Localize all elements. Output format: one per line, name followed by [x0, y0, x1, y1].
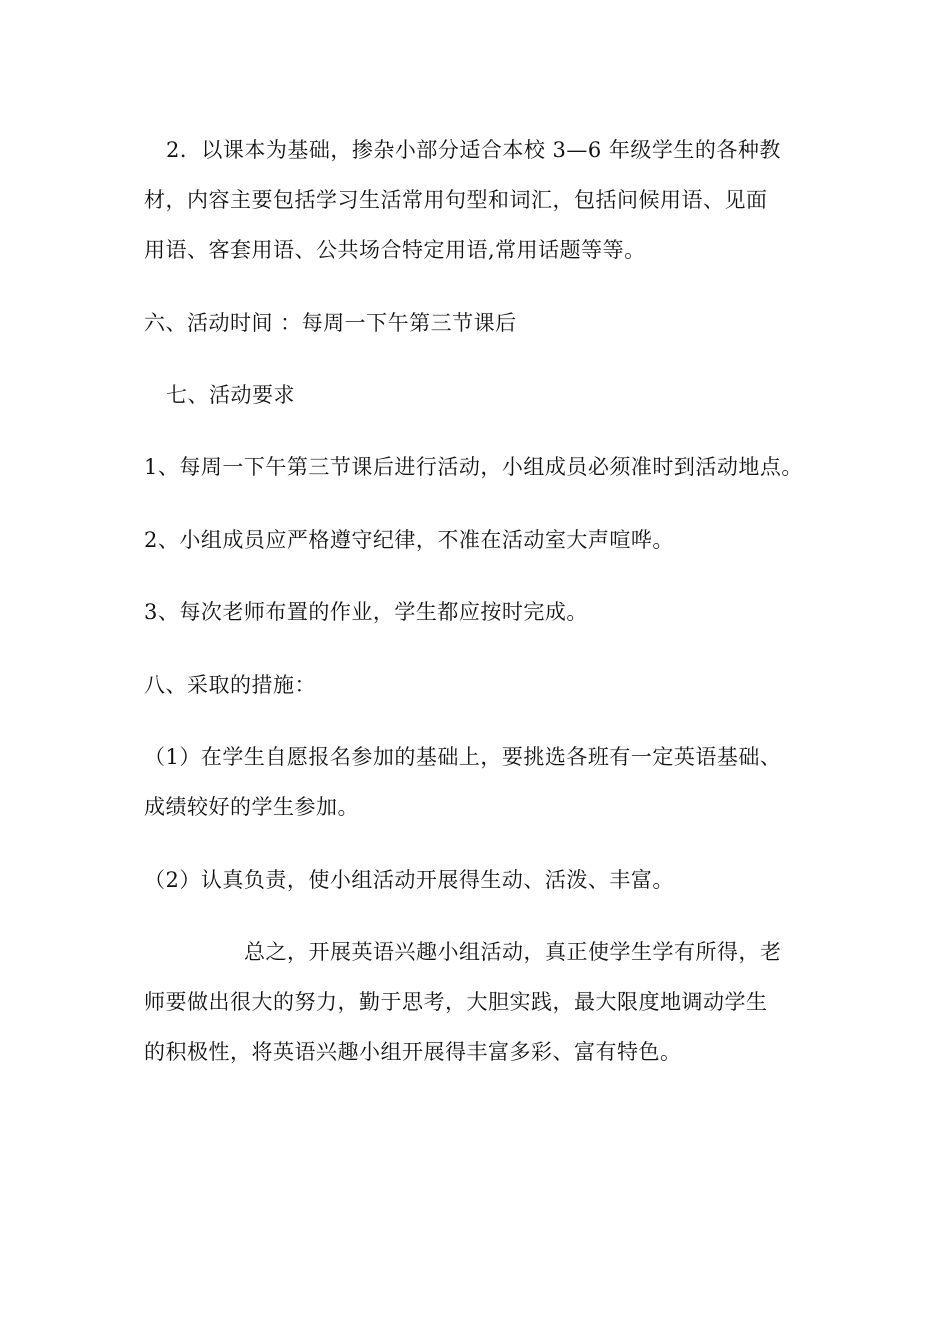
section6-heading: 六、活动时间 ：每周一下午第三节课后	[144, 311, 517, 335]
requirement-2: 2、小组成员应严格遵守纪律，不准在活动室大声喧哗。	[144, 528, 674, 552]
requirement-3: 3、每次老师布置的作业，学生都应按时完成。	[144, 600, 588, 624]
measure-1-line1: （1）在学生自愿报名参加的基础上，要挑选各班有一定英语基础、	[144, 745, 782, 769]
item2-line1: 2．以课本为基础，掺杂小部分适合本校 3—6 年级学生的各种教	[166, 138, 781, 162]
item2-line2: 材，内容主要包括学习生活常用句型和词汇，包括问候用语、见面	[144, 188, 768, 212]
conclusion-line1: 总之，开展英语兴趣小组活动，真正使学生学有所得，老	[244, 940, 782, 964]
measure-1-line2: 成绩较好的学生参加。	[144, 795, 359, 819]
requirement-1: 1、每周一下午第三节课后进行活动，小组成员必须准时到活动地点。	[144, 455, 803, 479]
conclusion-line3: 的积极性，将英语兴趣小组开展得丰富多彩、富有特色。	[144, 1040, 682, 1064]
section8-heading: 八、采取的措施：	[144, 673, 316, 697]
conclusion-line2: 师要做出很大的努力，勤于思考，大胆实践，最大限度地调动学生	[144, 990, 768, 1014]
measure-2: （2）认真负责，使小组活动开展得生动、活泼、丰富。	[144, 868, 674, 892]
item2-line3: 用语、客套用语、公共场合特定用语,常用话题等等。	[144, 238, 646, 262]
section7-heading: 七、活动要求	[166, 383, 295, 407]
